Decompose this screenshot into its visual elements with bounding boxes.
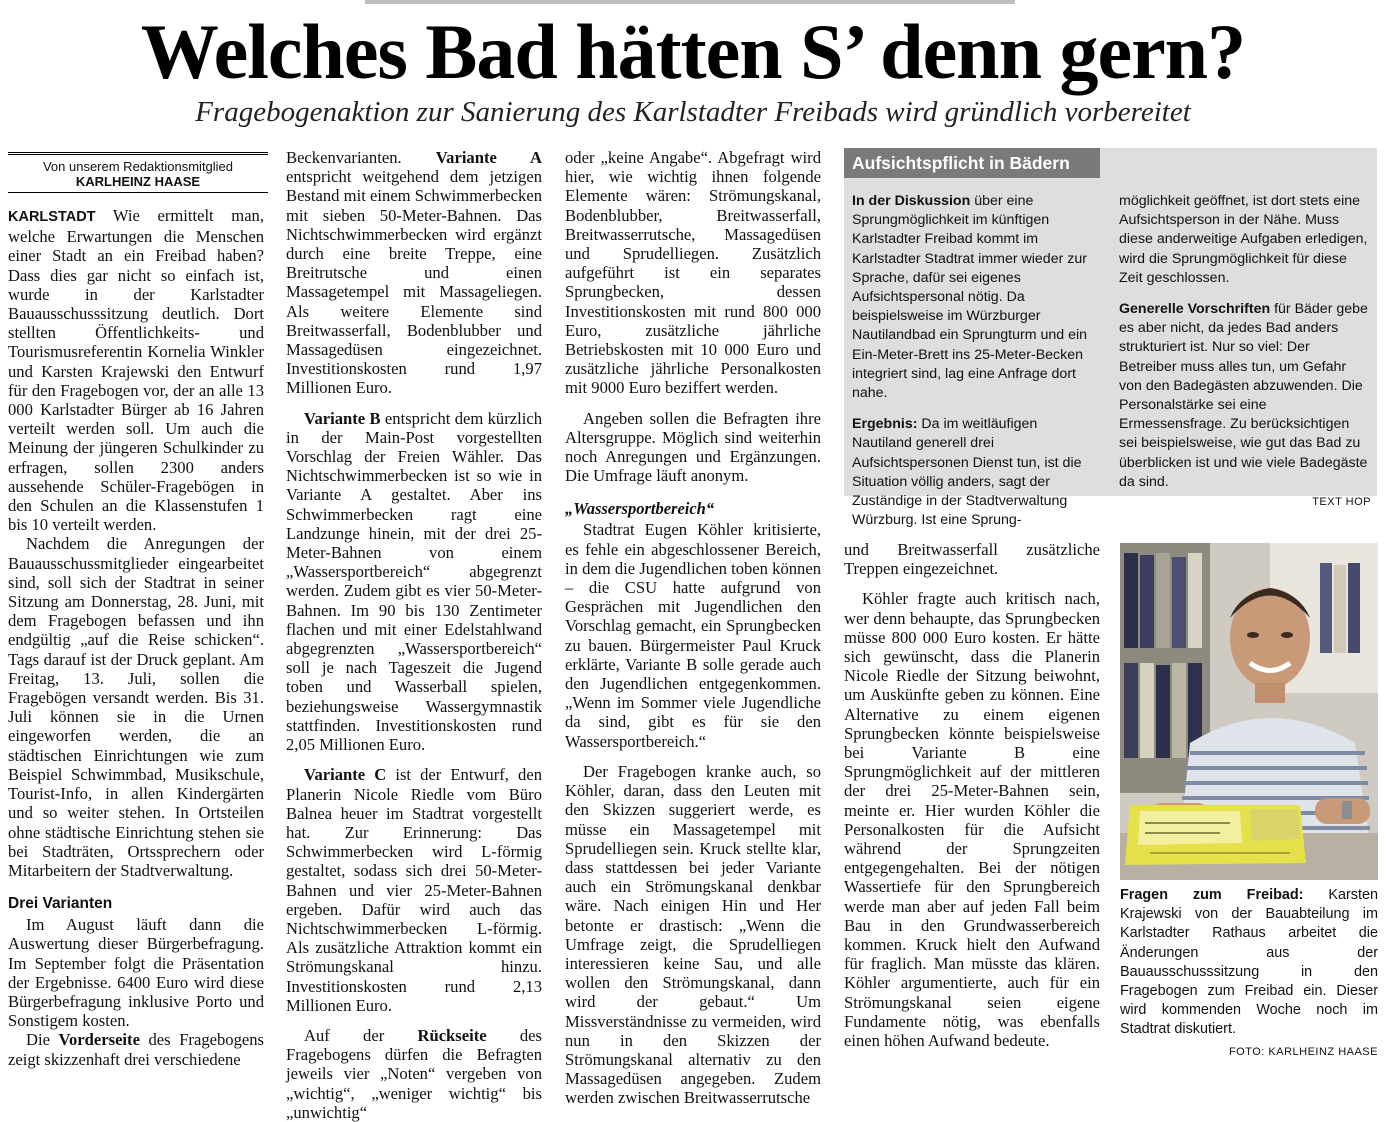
info-box-credit: TEXT HOP xyxy=(1312,496,1371,509)
dateline: KARLSTADT xyxy=(8,209,96,225)
paragraph-text: des Fragebogens dürfen die Befragten jeweils vier „Noten“ vergeben von „wichtig“, „weniger wichtig“ bis „unwichtig“ xyxy=(286,1025,542,1122)
byline xyxy=(8,152,268,193)
paragraph xyxy=(852,415,1100,530)
paragraph-text: für Bäder gebe es aber nicht, da jedes Bad anders strukturiert ist. Nur so viel: Der Betreiber muss alles tun, um Gefahr von den Badegästen abzuwenden. Die Personalstärke sei eine Ermessensfrage. Zu berücksichtigen sei beispielsweise, wie gut das Bad zu überblicken ist und wie viele Badegäste da sind. xyxy=(1119,301,1368,490)
paragraph xyxy=(286,409,542,755)
paragraph: möglichkeit geöffnet, ist dort stets eine Aufsichtsperson in der Nähe. Muss diese anderweitige Aufgaben erledigen, wird die Sprungmöglichkeit für diese Zeit geschlossen. xyxy=(1119,193,1368,286)
caption-label: Fragen zum Freibad: xyxy=(1120,887,1304,903)
paragraph-text: über eine Sprungmöglichkeit im künftigen Karlstadter Freibad kommt im Karlstadter Stadtrat immer wieder zur Sprache, dafür sei eigenes Aufsichtspersonal nötig. Da beispielsweise im Würzburger Nautilandbad ein Sprungturm und ein Ein-Meter-Brett ins 25-Meter-Becken integriert sind, lag eine Anfrage dort nahe. xyxy=(852,193,1088,402)
byline-author: KARLHEINZ HAASE xyxy=(75,174,201,189)
photo-karsten-krajewski xyxy=(1120,543,1378,880)
paragraph-text: Auf der xyxy=(304,1025,418,1045)
bold-term: Vorderseite xyxy=(58,1030,140,1050)
top-rule xyxy=(365,0,1015,4)
paragraph: Der Fragebogen kranke auch, so Köhler, daran, dass den Leuten mit den Skizzen suggeriert werde, es müsse ein Massagetempel mit Sprudelliegen sein. Kruck stellte klar, dass stattdessen bei jeder Variante auch ein Strömungskanal denkbar wäre. Nach einigen Hin und Her betonte er drastisch: „Wenn die Umfrage zeigt, die Sprudelliegen interessieren keine Sau, und alle wollen den Strömungskanal, dann wird der gebaut.“ Um Missverständnisse zu vermeiden, wird nun in den Skizzen der Strömungskanal alternativ zu den Massagedüsen angegeben. Zudem werden zwischen Breitwasserrutsche xyxy=(565,761,821,1108)
paragraph xyxy=(286,1026,542,1122)
paragraph xyxy=(852,192,1100,403)
info-box-title: Aufsichtspflicht in Bädern xyxy=(844,148,1100,178)
byline-prefix: Von unserem Redaktionsmitglied xyxy=(42,159,234,174)
paragraph-text: ist der Entwurf, den Planerin Nicole Riedle vom Büro Balnea heuer im Stadtrat vorgestellt hat. Zur Erinnerung: Das Schwimmerbecken wird L-förmig gestaltet, sodass sich drei 50-Meter-Bahnen und vier 25-Meter-Bahnen ergeben. Dafür wird auch das Nichtschwimmerbecken L-förmig. Als zusätzliche Attraktion kommt ein Strömungskanal hinzu. Investitionskosten rund 2,13 Millionen Euro. xyxy=(286,765,542,1015)
paragraph-text: des Fragebogens zeigt skizzenhaft drei verschiedene xyxy=(8,1030,264,1069)
subheading-drei-varianten: Drei Varianten xyxy=(8,895,113,913)
paragraph xyxy=(286,148,542,398)
paragraph: Im August läuft dann die Auswertung dieser Bürgerbefragung. Im September folgt die Präsentation der Ergebnisse. 6400 Euro wird diese Bürgerbefragung inklusive Porto und Sonstigem kosten. xyxy=(8,915,264,1031)
bold-term: Variante A xyxy=(435,148,542,167)
article-column-2 xyxy=(286,148,542,1122)
bold-term: Generelle Vorschriften xyxy=(1119,301,1271,318)
photo-credit: FOTO: KARLHEINZ HAASE xyxy=(1228,1045,1378,1058)
paragraph: Angeben sollen die Befragten ihre Altersgruppe. Möglich sind weiterhin noch Anregungen und Ergänzungen. Die Umfrage läuft anonym. xyxy=(565,408,821,486)
paragraph xyxy=(8,1030,264,1068)
info-box xyxy=(844,148,1377,529)
paragraph: und Breitwasserfall zusätzliche Treppen eingezeichnet. xyxy=(844,540,1100,579)
paragraph: oder „keine Angabe“. Abgefragt wird hier, wie wichtig ihnen folgende Elemente wären: Strömungskanal, Bodenblubber, Breitwasserfall, Breitwasserrutsche, Massagedüsen und Sprudelliegen. Zusätzlich aufgeführt ist ein separates Sprungbecken, dessen Investitionskosten mit rund 800 000 Euro, zusätzliche jährliche Betriebskosten mit 10 000 Euro und zusätzliche jährliche Personalkosten mit 9000 Euro beziffert werden. xyxy=(565,148,821,398)
paragraph: Stadtrat Eugen Köhler kritisierte, es fehle ein abgeschlossener Bereich, in dem die Jugendlichen toben können – die CSU hatte aufgrund von Gesprächen mit Jugendlichen den Vorschlag gemacht, ein Sprungbecken zu bauen. Bürgermeister Paul Kruck erklärte, Variante B solle gerade auch den Jugendlichen entgegenkommen. „Wenn im Sommer viele Jugendliche da sind, gibt es für sie den Wassersportbereich.“ xyxy=(565,520,821,751)
photo-caption xyxy=(1120,886,1378,1062)
bold-term: Variante C xyxy=(304,765,387,785)
subheadline: Fragebogenaktion zur Sanierung des Karlstadter Freibads wird gründlich vorbereitet xyxy=(195,96,1191,128)
article-column-4 xyxy=(844,540,1100,1050)
byline-rule xyxy=(8,192,268,193)
paragraph xyxy=(1119,300,1371,492)
paragraph-text: entspricht weitgehend dem jetzigen Bestand mit einem Schwimmerbecken mit sieben 50-Meter-Bahnen. Das Nichtschwimmerbecken wird ergänzt durch eine breite Treppe, eine Breitrutsche und einen Massagetempel mit Massageliegen. Als weitere Elemente sind Breitwasserfall, Bodenblubber und Massagedüsen eingezeichnet. Investitionskosten rund 1,97 Millionen Euro. xyxy=(286,167,542,398)
paragraph: Köhler fragte auch kritisch nach, wer denn behaupte, das Sprungbecken müsse 800 000 Euro kosten. Er hätte sich gewünscht, dass die Planerin Nicole Riedle der Sitzung beiwohnt, um Auskünfte geben zu können. Eine Alternative zu einem eigenen Sprungbecken könnte beispielsweise bei Variante B eine Sprungmöglichkeit auf der mittleren der drei 25-Meter-Bahnen sein, meinte er. Hier wurden Köhler die Personalkosten für die Aufsicht während der Sprungzeiten entgegengehalten. Bei der nötigen Wassertiefe für den Sprungbereich werde man aber auf jeden Fall beim Bau in den Grundwasserbereich kommen. Kruck hielt den Aufwand für fraglich. Man müsste das klären. Köhler argumentierte, auch für ein Strömungskanal seien eigene Fundamente nötig, was ebenfalls einen höhen Aufwand bedeute. xyxy=(844,589,1100,1051)
paragraph-text: entspricht dem kürzlich in der Main-Post vorgestellten Vorschlag der Freien Wähler. Das Nichtschwimmerbecken ist so wie in Variante A gestaltet. Aber ins Schwimmerbecken ragt eine Landzunge hinein, mit der drei 25-Meter-Bahnen von einem „Wassersportbereich“ abgegrenzt werden. Zudem gibt es vier 50-Meter-Bahnen. Im 90 bis 130 Zentimeter flachen und mit einer Edelstahlwand abgegrenzten „Wassersportbereich“ soll je nach Tageszeit die Jugend toben und Wasserball spielen, beziehungsweise Wassergymnastik stattfinden. Investitionskosten rund 2,05 Millionen Euro. xyxy=(286,408,542,755)
article-column-1 xyxy=(8,206,264,1069)
caption-text: Karsten Krajewski von der Bauabteilung im Karlstadter Rathaus arbeitet die Änderungen aus der Bauausschusssitzung in den Fragebogen zum Freibad ein. Dieser wird kommenden Woche noch im Stadtrat diskutiert. xyxy=(1120,887,1379,1038)
paragraph-text: Die xyxy=(26,1030,59,1050)
bold-term: Variante B xyxy=(304,408,381,428)
paragraph xyxy=(8,206,264,534)
headline: Welches Bad hätten S’ denn gern? xyxy=(140,8,1246,95)
paragraph-text: Da im weitläufigen Nautiland generell drei Aufsichtspersonen Dienst tun, ist die Situation völlig anders, sagt der Zuständige in der Stadtverwaltung Würzburg. Ist eine Sprung- xyxy=(852,416,1082,529)
info-box-column-right xyxy=(1119,192,1371,512)
bold-term: In der Diskussion xyxy=(852,193,971,209)
info-box-column-left xyxy=(852,192,1100,530)
article-column-3 xyxy=(565,148,821,1108)
bold-term: Rückseite xyxy=(417,1025,487,1045)
paragraph-text: Wie ermittelt man, welche Erwartungen die Menschen einer Stadt an ein Freibad haben? Dass dies gar nicht so einfach ist, wurde in der Karlstadter Bauausschusssitzung deutlich. Dort stellten Öffentlichkeits- und Tourismusreferentin Kornelia Winkler und Karsten Krajewski den Entwurf für den Fragebogen vor, der an alle 13 000 Karlstadter Bürger ab 16 Jahren verteilt werden soll. Um auch die Meinung der jüngeren Schulkinder zu erfragen, sollen 2300 anders aussehende Schüler-Fragebögen in den Schulen an die Klassenstufen 1 bis 10 verteilt werden. xyxy=(8,206,264,535)
paragraph-text: Beckenvarianten. xyxy=(286,148,436,167)
paragraph: Nachdem die Anregungen der Bauausschussmitglieder eingearbeitet sind, soll sich der Stadtrat in seiner Sitzung am Donnerstag, 28. Juni, mit dem Fragebogen befassen und ihn endgültig „auf die Reise schicken“. Tags darauf ist der Druck geplant. Am Freitag, 13. Juli, sollen die Fragebögen versandt werden. Bis 31. Juli können sie in die Urnen eingeworfen werden, die an städtischen Einrichtungen wie zum Beispiel Schwimmbad, Musikschule, Tourist-Info, in allen Kindergärten und so weiter stehen. In Ortsteilen ohne städtische Einrichtung stehen sie bei Stadträten, Ortssprechern oder Mitarbeitern der Stadtverwaltung. xyxy=(8,534,264,880)
bold-term: Ergebnis: xyxy=(852,416,918,433)
subheading-wassersportbereich: „Wassersportbereich“ xyxy=(565,499,715,519)
paragraph xyxy=(286,765,542,1015)
